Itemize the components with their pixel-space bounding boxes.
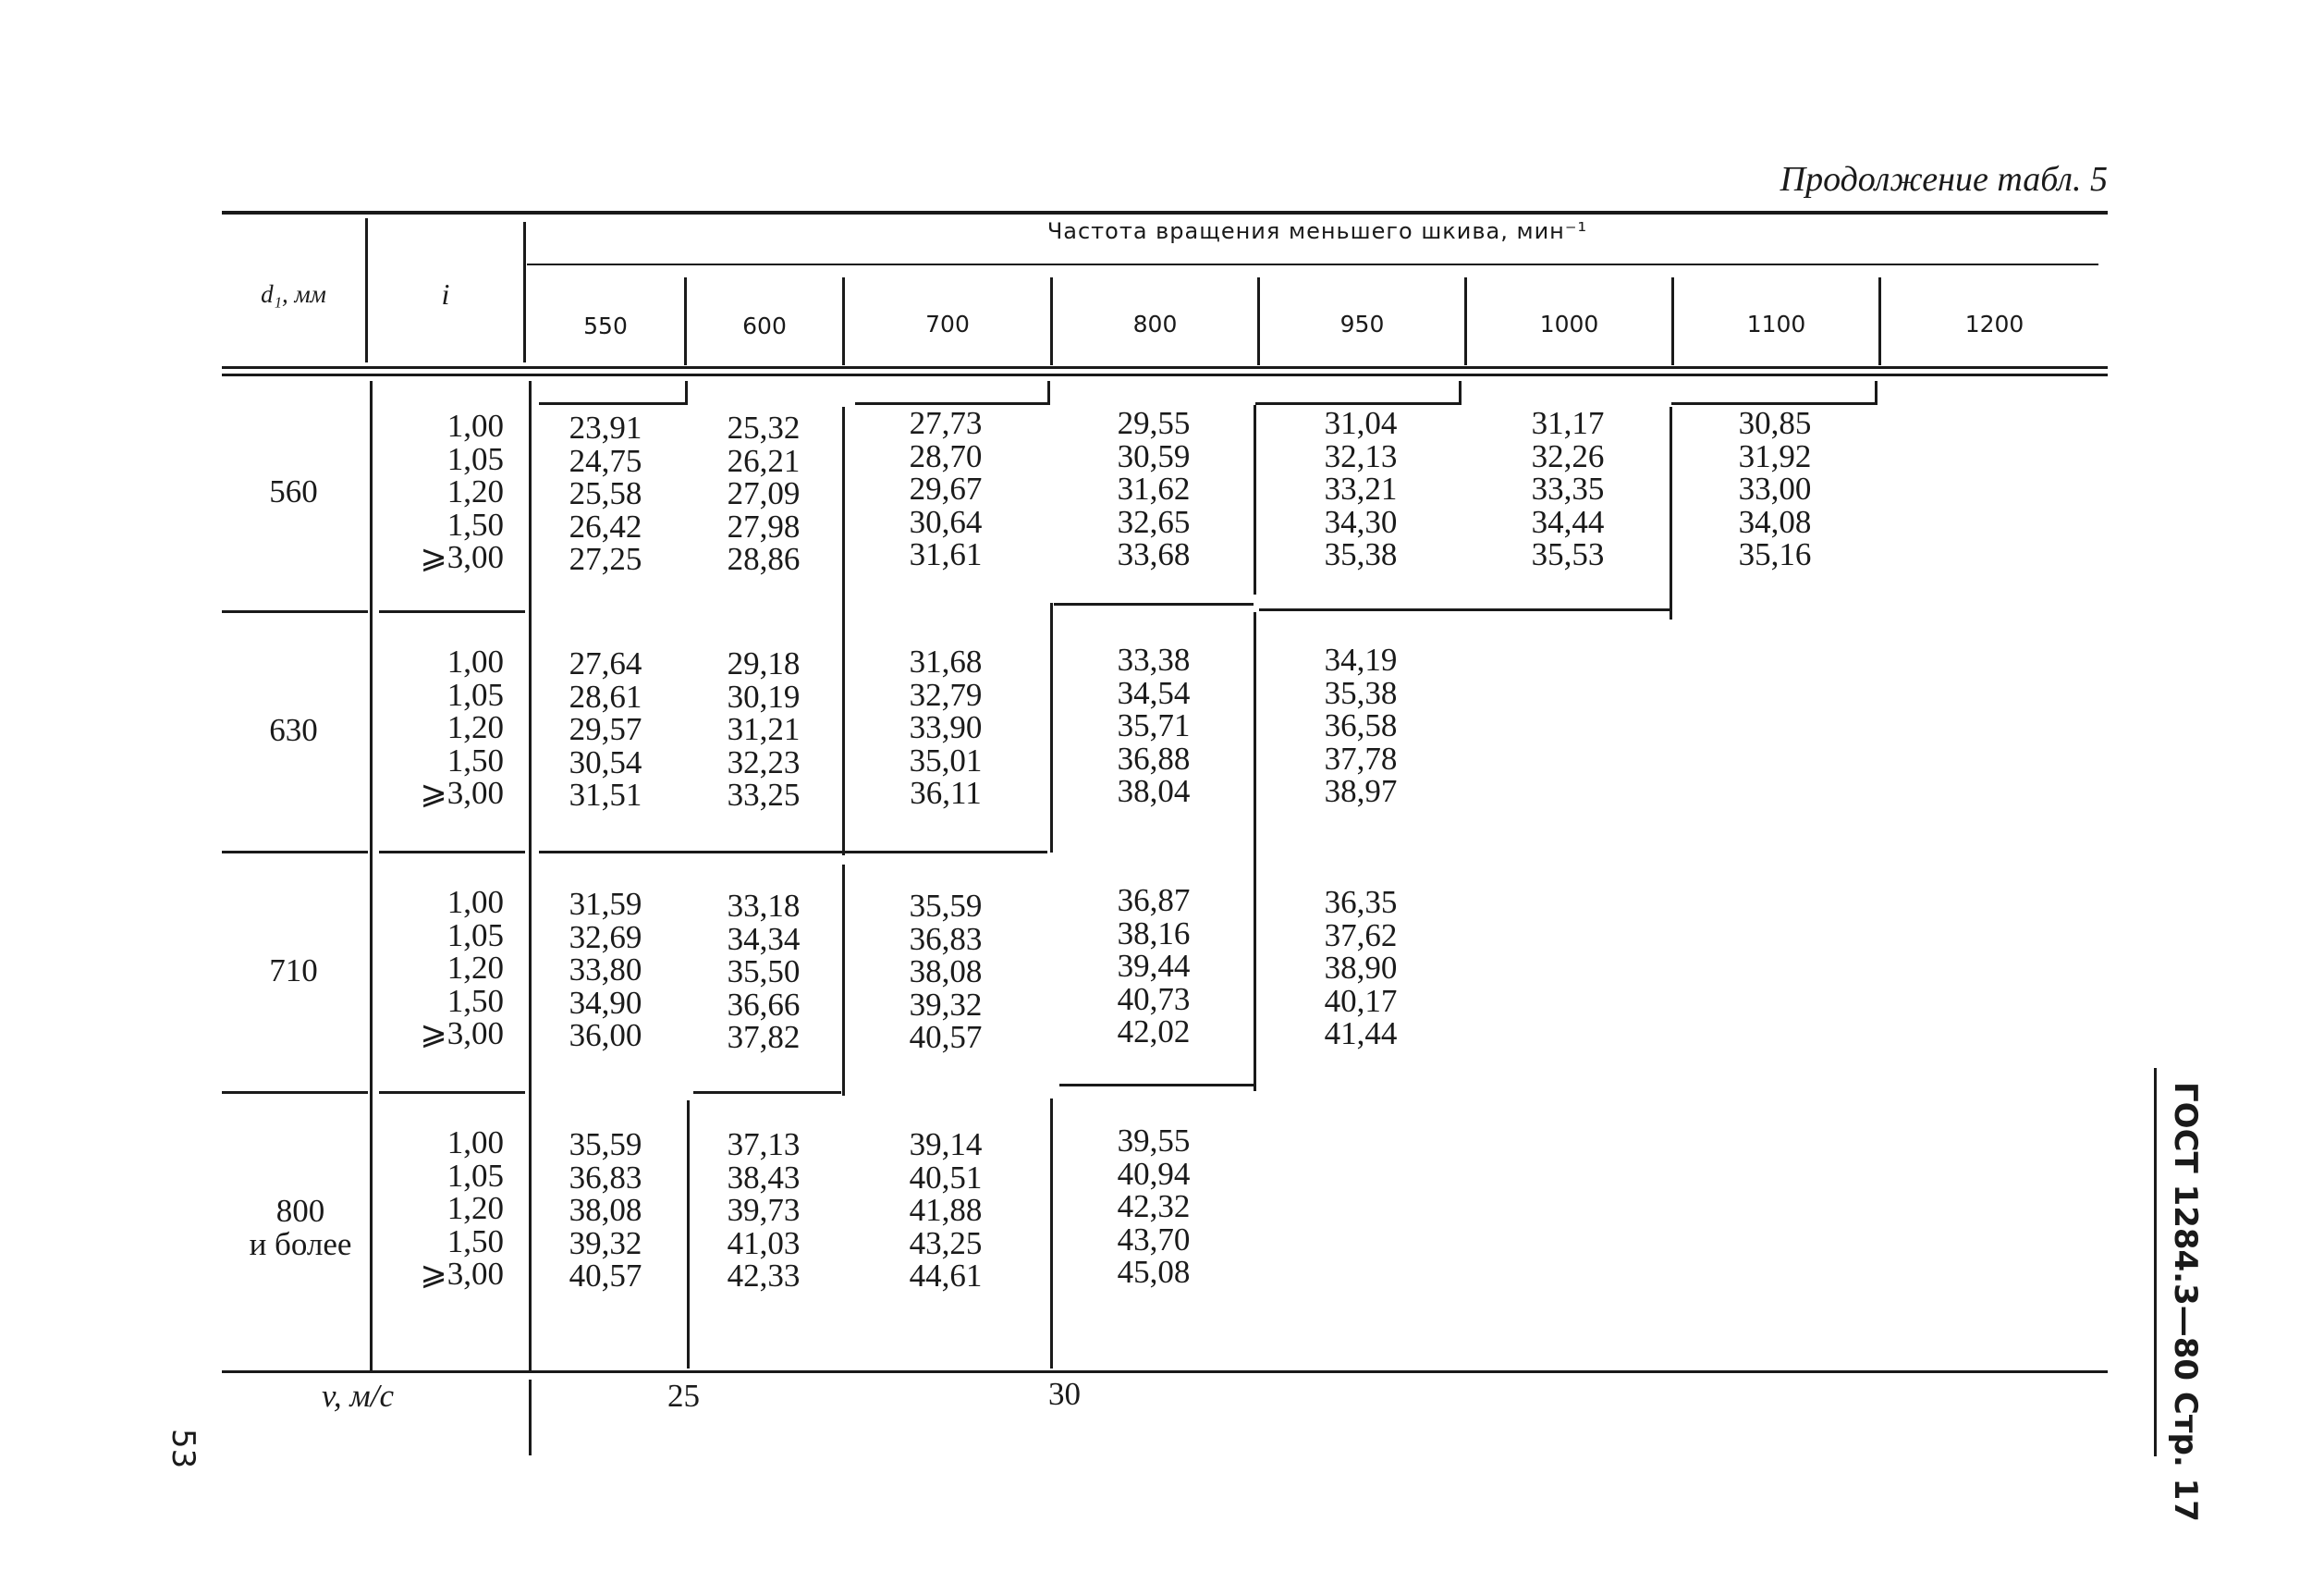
- col-710-700: 35,59 36,83 38,08 39,32 40,57: [909, 888, 983, 1055]
- stair-1100-left: [1670, 407, 1672, 620]
- d1-710: 710: [269, 952, 318, 988]
- group-sep-2-i: [379, 851, 525, 853]
- col-630-950: 34,19 35,38 36,58 37,78 38,97: [1324, 642, 1398, 809]
- stair-1100-tick: [1875, 381, 1878, 405]
- col-800-700: 39,14 40,51 41,88 43,25 44,61: [909, 1126, 983, 1294]
- header-bottom-rule-2: [222, 374, 2108, 376]
- header-freq-1100: 1100: [1746, 311, 1806, 338]
- header-freq-950: 950: [1339, 311, 1385, 338]
- group-sep-1-left: [222, 610, 368, 613]
- top-rule: [222, 211, 2108, 215]
- gost-rule: [2154, 1068, 2157, 1456]
- col-710-550: 31,59 32,69 33,80 34,90 36,00: [569, 886, 642, 1053]
- i-values-630: 1,00 1,05 1,20 1,50 ⩾3,00: [420, 644, 504, 811]
- stair-950-left: [1254, 405, 1256, 595]
- col-630-600: 29,18 30,19 31,21 32,23 33,25: [727, 645, 801, 813]
- group-sep-3-left: [222, 1091, 368, 1094]
- col-630-800: 33,38 34,54 35,71 36,88 38,04: [1117, 642, 1191, 809]
- header-frequency-title: Частота вращения меньшего шкива, мин⁻¹: [1046, 218, 1588, 244]
- header-i: i: [441, 277, 450, 311]
- col-560-550: 23,91 24,75 25,58 26,42 27,25: [569, 410, 642, 577]
- stair-950-tick: [1459, 381, 1462, 405]
- stair-710-bottom-1: [693, 1091, 841, 1094]
- col-630-700: 31,68 32,79 33,90 35,01 36,11: [909, 644, 983, 811]
- velocity-25: 25: [667, 1378, 700, 1414]
- header-freq-1000: 1000: [1539, 311, 1599, 338]
- stair-800-top: [1054, 603, 1254, 606]
- header-d1: d₁, мм: [261, 280, 326, 308]
- velocity-label: v, м/с: [322, 1378, 395, 1414]
- col-710-950: 36,35 37,62 38,90 40,17 41,44: [1324, 884, 1398, 1051]
- gost-header: ГОСТ 1284.3—80 Стр. 17: [2167, 1082, 2204, 1522]
- table-caption: Продолжение табл. 5: [1780, 160, 2108, 199]
- header-freq-700: 700: [925, 311, 970, 338]
- col-560-1100: 30,85 31,92 33,00 34,08 35,16: [1738, 405, 1812, 572]
- col-560-1000: 31,17 32,26 33,35 34,44 35,53: [1531, 405, 1605, 572]
- col-560-600: 25,32 26,21 27,09 27,98 28,86: [727, 410, 801, 577]
- col-560-950: 31,04 32,13 33,21 34,30 35,38: [1324, 405, 1398, 572]
- i-values-710: 1,00 1,05 1,20 1,50 ⩾3,00: [420, 884, 504, 1051]
- stair-560-tick-1: [685, 381, 688, 405]
- col-560-700: 27,73 28,70 29,67 30,64 31,61: [909, 405, 983, 572]
- stair-710-bottom-2: [1059, 1084, 1254, 1086]
- col-800-800: 39,55 40,94 42,32 43,70 45,08: [1117, 1123, 1191, 1290]
- d1-560: 560: [269, 473, 318, 509]
- stair-800-left: [1050, 603, 1053, 853]
- header-vline-i: [523, 222, 526, 362]
- col-800-550: 35,59 36,83 38,08 39,32 40,57: [569, 1126, 642, 1294]
- group-sep-3-i: [379, 1091, 525, 1094]
- velocity-30: 30: [1048, 1376, 1081, 1412]
- footer-vline: [529, 1380, 532, 1455]
- col-710-600: 33,18 34,34 35,50 36,66 37,82: [727, 888, 801, 1055]
- col-800-600: 37,13 38,43 39,73 41,03 42,33: [727, 1126, 801, 1294]
- stair-560-tick-2: [1047, 381, 1050, 405]
- group-sep-2-left: [222, 851, 368, 853]
- d1-800: 800 и более: [249, 1193, 352, 1262]
- col-630-550: 27,64 28,61 29,57 30,54 31,51: [569, 645, 642, 813]
- header-freq-800: 800: [1132, 311, 1178, 338]
- header-bottom-rule-1: [222, 366, 2108, 369]
- page-number: 53: [165, 1429, 202, 1469]
- stair-630-bottom: [539, 851, 1047, 853]
- group-sep-1-i: [379, 610, 525, 613]
- bottom-rule: [222, 1370, 2108, 1373]
- header-freq-550: 550: [583, 313, 628, 339]
- col-560-800: 29,55 30,59 31,62 32,65 33,68: [1117, 405, 1191, 572]
- stair-800-left-2: [1050, 1098, 1053, 1368]
- i-values-560: 1,00 1,05 1,20 1,50 ⩾3,00: [420, 408, 504, 575]
- i-values-800: 1,00 1,05 1,20 1,50 ⩾3,00: [420, 1124, 504, 1292]
- stair-950-left-2: [1254, 612, 1256, 1091]
- d1-630: 630: [269, 712, 318, 748]
- header-freq-600: 600: [742, 313, 787, 339]
- stair-560-top-1: [539, 402, 687, 405]
- header-freq-1200: 1200: [1964, 311, 2024, 338]
- stair-560-bottom: [1259, 608, 1670, 611]
- col-710-800: 36,87 38,16 39,44 40,73 42,02: [1117, 882, 1191, 1049]
- header-sub-rule: [527, 264, 2098, 265]
